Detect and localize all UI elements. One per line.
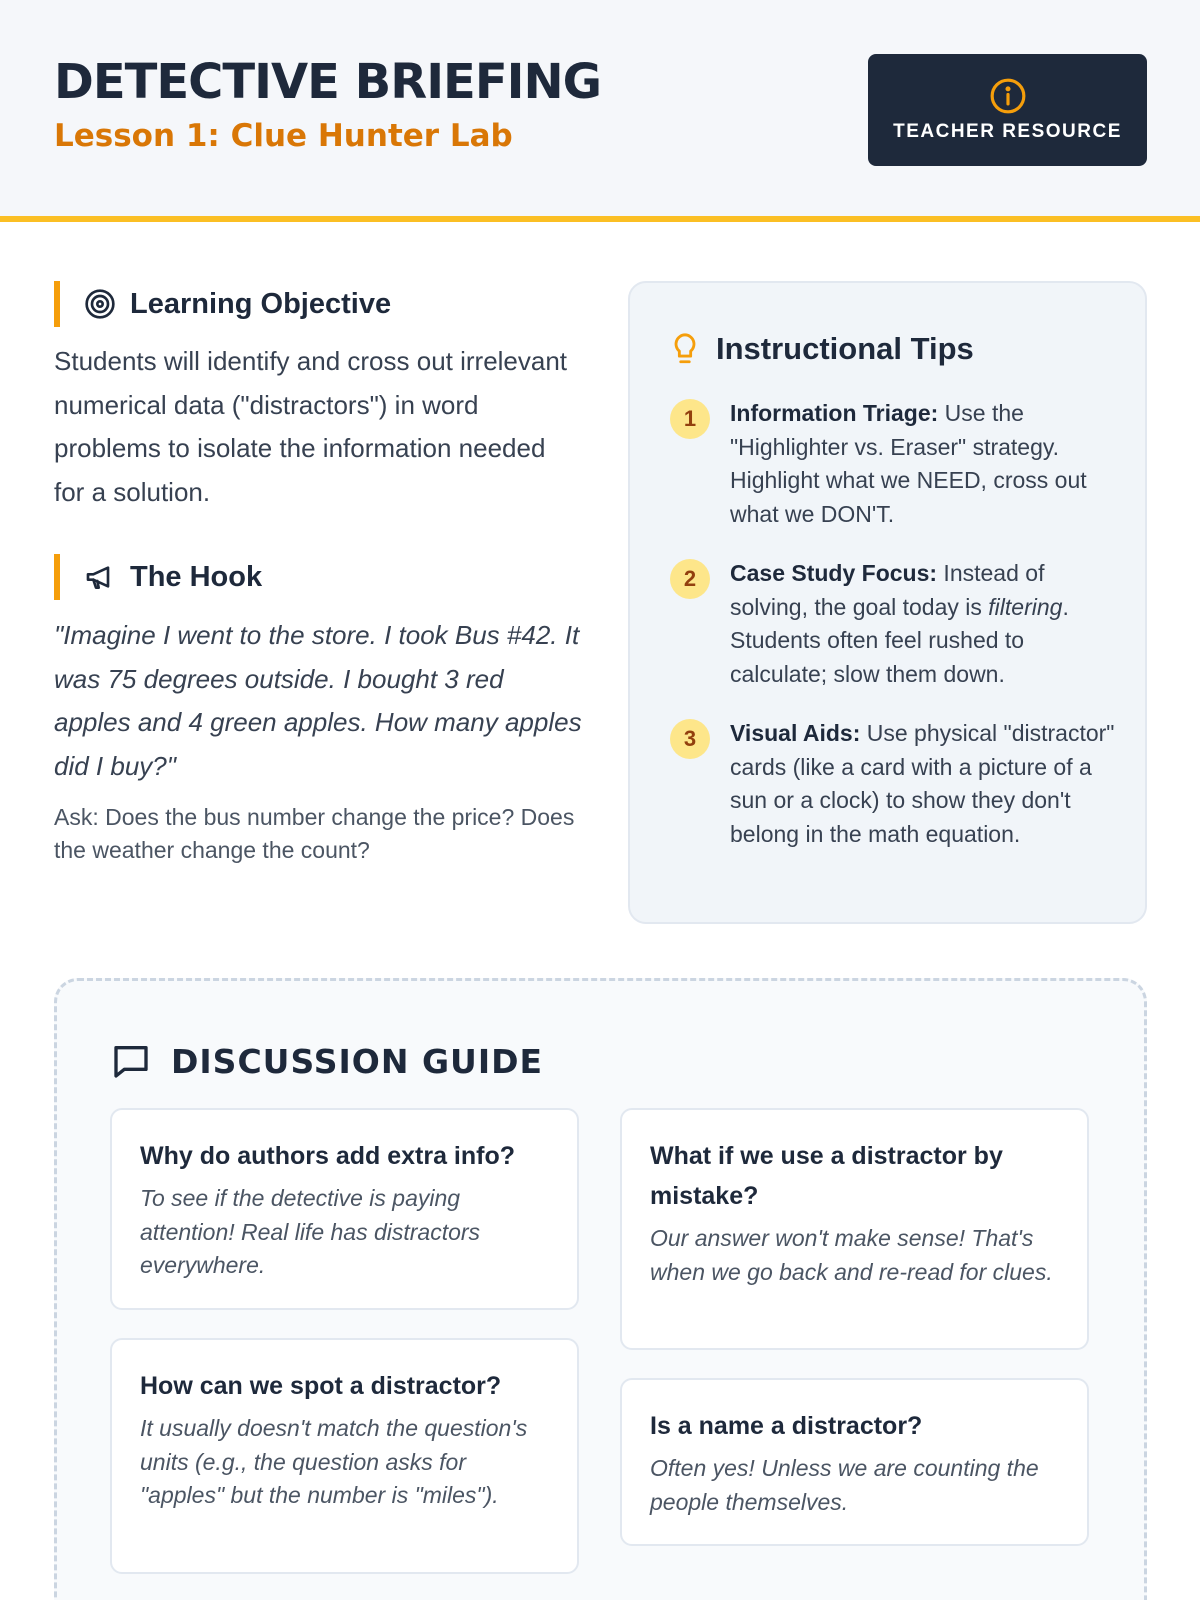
tip-number: 3 [670,719,710,759]
discussion-card [110,1338,579,1574]
tip-number: 1 [670,399,710,439]
tip-item [670,717,1120,851]
card-question: What if we use a distractor by mistake? [650,1142,1003,1210]
teacher-resource-badge [868,54,1147,166]
hook-quote: "Imagine I went to the store. I took Bus #42. It was 75 degrees outside. I bought 3 red apples and 4 green apples. How many apples did I buy?" [54,620,582,781]
page-title: DETECTIVE BRIEFING [54,54,602,110]
discussion-card [620,1378,1089,1546]
objective-heading [54,281,391,327]
tip-label: Visual Aids: [730,720,861,746]
tip-body: Use physical "distractor" cards (like a card with a picture of a sun or a clock) to show they don't belong in the math equation. [730,720,1115,847]
info-icon [989,77,1027,115]
hook-heading [54,554,262,600]
hook-title: The Hook [130,560,263,593]
guide-heading [111,1041,543,1081]
tip-item [670,397,1120,531]
tip-emphasis: filtering [988,593,1063,620]
chat-bubble-icon [111,1041,151,1081]
objective-title: Learning Objective [130,287,392,320]
page-subtitle: Lesson 1: Clue Hunter Lab [54,118,513,154]
hook-ask: Ask: Does the bus number change the price? Does the weather change the count? [54,804,575,863]
tip-text [730,557,1120,691]
tip-text [730,717,1120,851]
card-question: Is a name a distractor? [650,1412,923,1440]
discussion-card [620,1108,1089,1350]
header [0,0,1200,222]
card-answer: To see if the detective is paying attention! Real life has distractors everywhere. [140,1185,481,1278]
tip-item [670,557,1120,691]
megaphone-icon [84,561,116,593]
discussion-card [110,1108,579,1310]
tip-text [730,397,1120,531]
tip-number: 2 [670,559,710,599]
tip-label: Case Study Focus: [730,560,938,586]
tip-body: . Students often feel rushed to calculate; slow them down. [730,593,1069,687]
guide-title: DISCUSSION GUIDE [171,1041,544,1081]
tip-label: Information Triage: [730,400,939,426]
tips-heading [670,331,974,367]
target-icon [84,288,116,320]
tip-body: Use the "Highlighter vs. Eraser" strategy. Highlight what we NEED, cross out what we DON'T. [730,400,1087,527]
card-answer: Often yes! Unless we are counting the people themselves. [650,1455,1039,1515]
card-answer: Our answer won't make sense! That's when we go back and re-read for clues. [650,1225,1053,1285]
card-answer: It usually doesn't match the question's units (e.g., the question asks for "apples" but the number is "miles"). [140,1415,528,1508]
objective-text: Students will identify and cross out irrelevant numerical data ("distractors") in word problems to isolate the information needed for a solution. [54,346,568,507]
lightbulb-icon [670,332,700,366]
instructional-tips-panel [628,281,1147,924]
badge-label: TEACHER RESOURCE [893,121,1122,142]
tips-title: Instructional Tips [716,331,974,366]
card-question: How can we spot a distractor? [140,1372,502,1400]
card-question: Why do authors add extra info? [140,1142,516,1170]
discussion-guide [54,978,1147,1600]
tip-body: Instead of solving, the goal today is [730,560,1045,620]
